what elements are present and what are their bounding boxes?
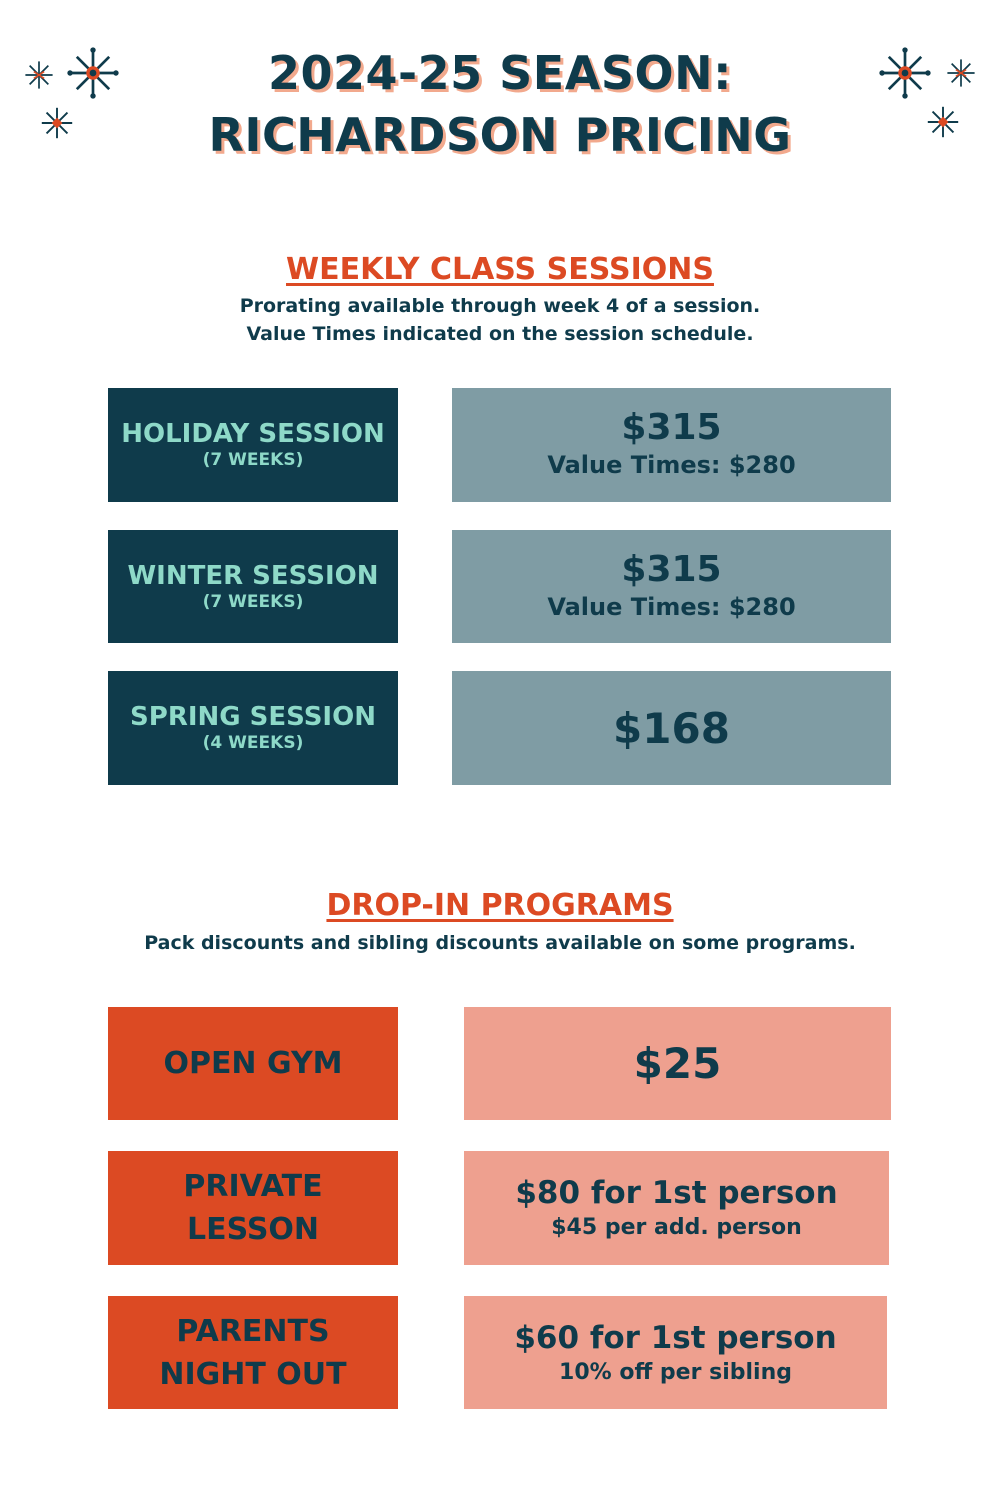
winter-session-price [452, 530, 891, 643]
value-times-price: Value Times: $280 [547, 592, 796, 621]
parents-night-out-price [464, 1296, 887, 1409]
session-price: $315 [621, 548, 722, 590]
program-name: OPEN GYM [163, 1046, 343, 1081]
session-name: WINTER SESSION [127, 560, 379, 591]
private-lesson-price [464, 1151, 889, 1265]
program-price: $25 [633, 1039, 722, 1088]
program-price: $60 for 1st person [514, 1319, 837, 1356]
holiday-session-label [108, 388, 398, 502]
open-gym-label [108, 1007, 398, 1120]
session-price: $168 [613, 703, 730, 753]
program-name-line-1: PARENTS [176, 1313, 330, 1349]
program-name-line-2: LESSON [186, 1212, 320, 1247]
page-title-line-2: RICHARDSON PRICING [208, 108, 792, 162]
session-price: $315 [621, 407, 722, 448]
weekly-sessions-heading: WEEKLY CLASS SESSIONS [286, 252, 714, 287]
drop-in-note: Pack discounts and sibling discounts available on some programs. [144, 932, 856, 954]
value-times-price: Value Times: $280 [547, 451, 796, 479]
holiday-session-price [452, 388, 891, 502]
spring-session-label [108, 671, 398, 785]
session-name: SPRING SESSION [130, 702, 376, 732]
program-name-line-2: NIGHT OUT [159, 1356, 347, 1392]
program-extra-price: $45 per add. person [551, 1215, 802, 1240]
winter-session-label [108, 530, 398, 643]
program-name-line-1: PRIVATE [183, 1169, 323, 1204]
session-weeks: (4 WEEKS) [202, 733, 304, 753]
session-weeks: (7 WEEKS) [202, 591, 304, 612]
weekly-note-line-1: Prorating available through week 4 of a session. [239, 295, 761, 317]
session-weeks: (7 WEEKS) [202, 450, 304, 470]
session-name: HOLIDAY SESSION [121, 419, 385, 449]
private-lesson-label [108, 1151, 398, 1265]
drop-in-programs-heading: DROP-IN PROGRAMS [326, 888, 674, 923]
weekly-note-line-2: Value Times indicated on the session schedule. [246, 323, 754, 345]
open-gym-price [464, 1007, 891, 1120]
program-extra-price: 10% off per sibling [559, 1359, 792, 1385]
program-price: $80 for 1st person [515, 1175, 838, 1211]
parents-night-out-label [108, 1296, 398, 1409]
page-title-line-1: 2024-25 SEASON: [268, 46, 732, 100]
spring-session-price [452, 671, 891, 785]
